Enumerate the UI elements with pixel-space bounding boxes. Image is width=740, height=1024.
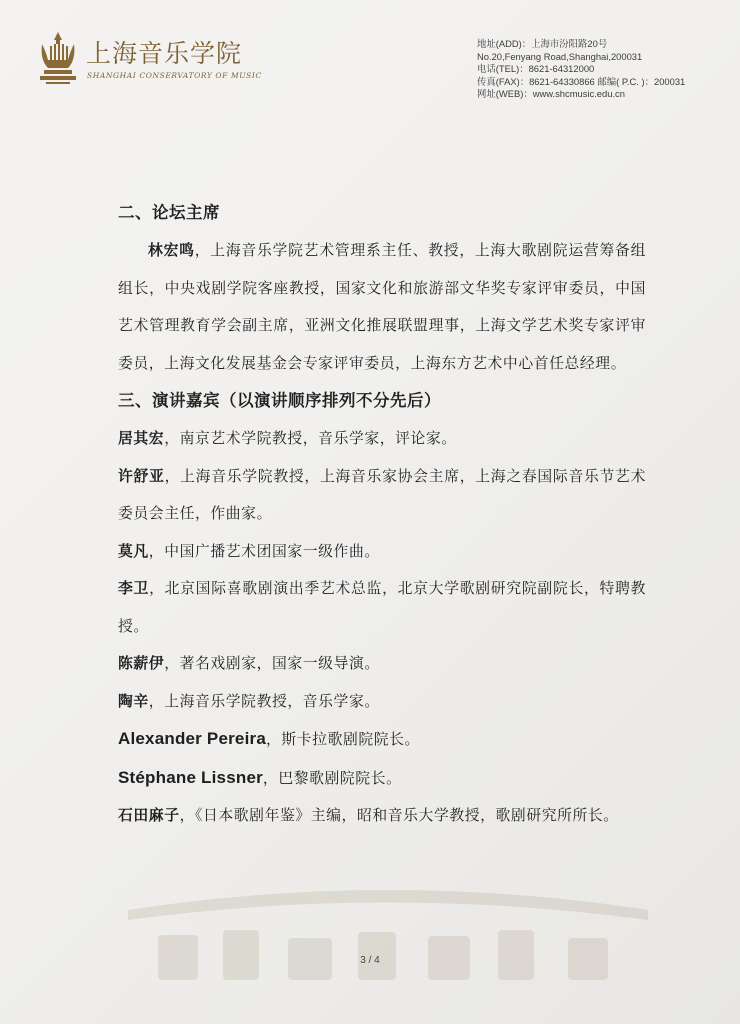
speaker-entry <box>118 533 646 571</box>
speaker-description: ，上海音乐学院教授，音乐学家。 <box>148 692 380 710</box>
page-number: 3 / 4 <box>360 955 380 966</box>
speaker-entry <box>118 458 646 533</box>
logo-name-cn: 上海音乐学院 <box>86 39 243 68</box>
chair-name: 林宏鸣 <box>148 242 195 259</box>
speaker-description: ，中国广播艺术团国家一级作曲。 <box>148 542 380 560</box>
speaker-entry <box>118 420 646 458</box>
speaker-description: ，《日本歌剧年鉴》主编，昭和音乐大学教授，歌剧研究所所长。 <box>179 807 619 824</box>
logo-name-en: SHANGHAI CONSERVATORY OF MUSIC <box>87 71 262 80</box>
lyre-emblem-icon <box>34 30 82 90</box>
speaker-name: 陈薪伊 <box>118 655 165 672</box>
contact-web: 网址(WEB)：www.shcmusic.edu.cn <box>477 88 625 100</box>
speaker-description: ，著名戏剧家，国家一级导演。 <box>164 655 380 672</box>
speaker-entry <box>118 797 646 835</box>
speaker-name: 居其宏 <box>118 430 165 447</box>
speaker-entry <box>118 759 646 798</box>
contact-block <box>477 38 732 101</box>
speaker-name: Stéphane Lissner <box>118 767 263 787</box>
speaker-description: ，南京艺术学院教授，音乐学家，评论家。 <box>164 430 457 447</box>
section-heading-speakers: 三、演讲嘉宾（以演讲顺序排列不分先后） <box>118 391 441 410</box>
contact-fax: 传真(FAX)：8621-64330866 邮编( P.C. )：200031 <box>477 75 686 87</box>
speaker-entry <box>118 570 646 645</box>
chair-description: ，上海音乐学院艺术管理系主任、教授，上海大歌剧院运营筹备组组长，中央戏剧学院客座教授，国家文化和旅游部文华奖专家评审委员，中国艺术管理教育学会副主席，亚洲文化推展联盟理事，上海文学艺术奖专家评审委员，上海文化发展基金会专家评审委员，上海东方艺术中心首任总经理。 <box>118 242 646 372</box>
section-heading-chair: 二、论坛主席 <box>118 203 220 222</box>
speaker-description: ，上海音乐学院教授，上海音乐家协会主席，上海之春国际音乐节艺术委员会主任，作曲家。 <box>118 467 646 522</box>
speaker-name: 莫凡 <box>118 542 149 560</box>
speaker-description: ，巴黎歌剧院院长。 <box>262 769 402 787</box>
speaker-name: Alexander Pereira <box>118 729 266 748</box>
speaker-entry <box>118 645 646 683</box>
speaker-description: ，北京国际喜歌剧演出季艺术总监，北京大学歌剧研究院副院长，特聘教授。 <box>118 580 647 635</box>
speaker-description: ，斯卡拉歌剧院院长。 <box>265 731 420 748</box>
speaker-entry <box>118 683 646 721</box>
speaker-name: 李卫 <box>118 580 150 597</box>
speaker-entry <box>118 720 646 759</box>
decorative-watermark-icon <box>128 880 648 1010</box>
contact-tel: 电话(TEL)：8621-64312000 <box>477 63 595 75</box>
contact-address: 地址(ADD)：上海市汾阳路20号 <box>477 38 608 49</box>
conservatory-logo <box>34 30 264 90</box>
chair-paragraph <box>118 232 646 382</box>
document-body <box>118 194 646 835</box>
speaker-name: 陶辛 <box>118 692 149 710</box>
speaker-name: 许舒亚 <box>118 467 165 485</box>
speaker-name: 石田麻子 <box>118 807 180 824</box>
contact-address-en: No.20,Fenyang Road,Shanghai,200031 <box>477 50 643 62</box>
